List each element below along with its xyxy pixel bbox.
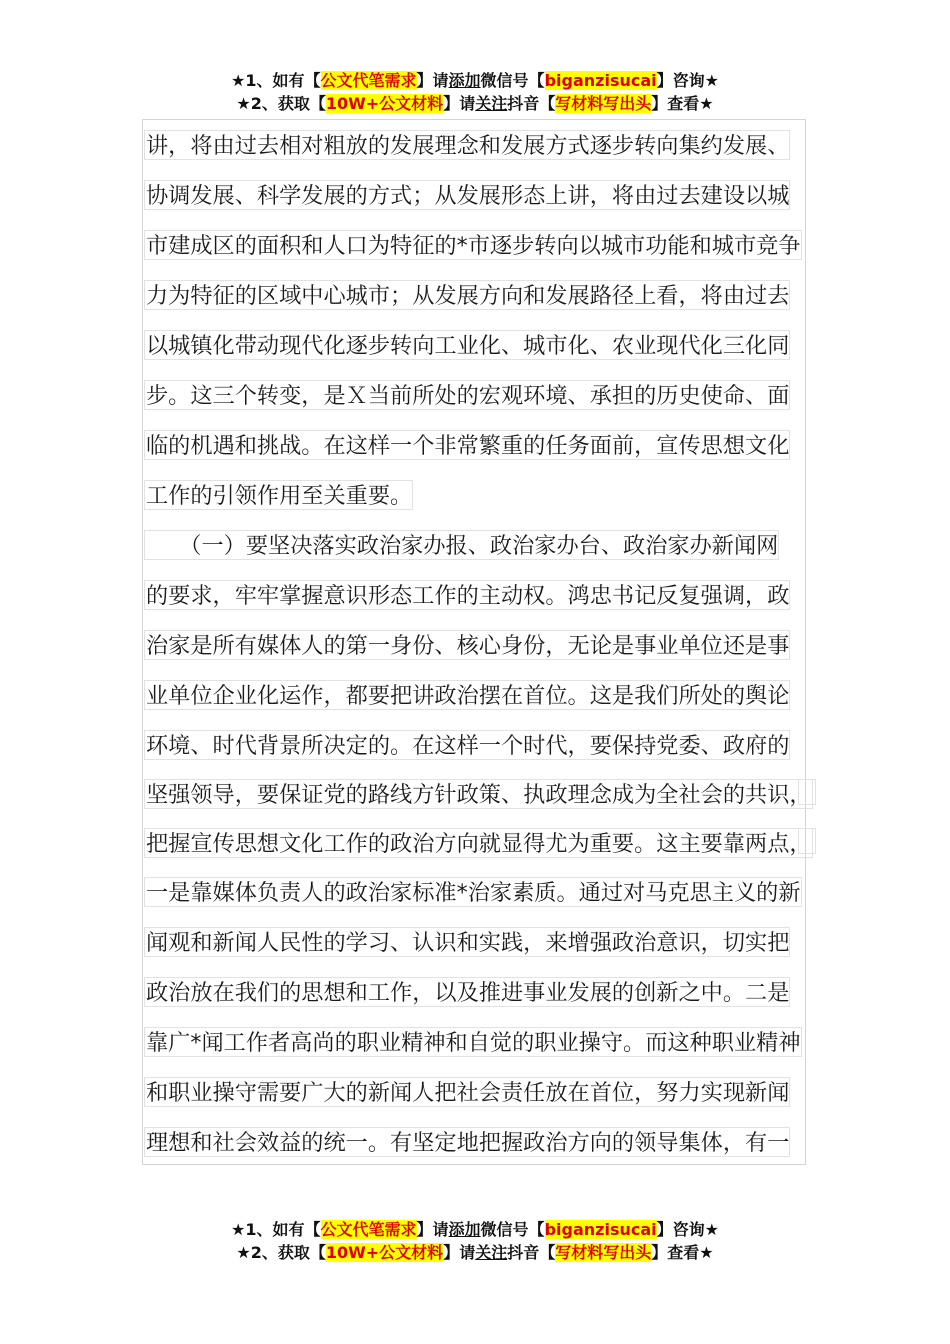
text-line: 工作的引领作用至关重要。	[144, 480, 413, 510]
text-line: 靠广*闻工作者高尚的职业精神和自觉的职业操守。而这种职业精神	[144, 1027, 802, 1057]
promo-line-2	[0, 1241, 950, 1264]
promo-text: ★2、获取【	[236, 94, 326, 113]
promo-text: 抖音【	[507, 1243, 556, 1262]
promo-underline: 添加	[448, 71, 481, 90]
promo-text: 】查看★	[651, 94, 714, 113]
promo-highlight: 10W+公文材料	[325, 1243, 444, 1262]
promo-text: 】咨询★	[656, 1220, 719, 1239]
promo-underline: 添加	[448, 1220, 481, 1239]
text-line: 市建成区的面积和人口为特征的*市逐步转向以城市功能和城市竞争	[144, 230, 802, 260]
text-line: 理想和社会效益的统一。有坚定地把握政治方向的领导集体，有一	[144, 1127, 790, 1157]
promo-text: ★2、获取【	[236, 1243, 326, 1262]
promo-text: 】请	[416, 1220, 449, 1239]
promo-text: 抖音【	[507, 94, 556, 113]
promo-banner-top	[0, 69, 950, 115]
promo-douyin-name: 写材料写出头	[555, 1243, 652, 1262]
text-line: 一是靠媒体负责人的政治家标准*治家素质。通过对马克思主义的新	[144, 877, 802, 907]
promo-underline: 关注	[475, 1243, 508, 1262]
text-line: 力为特征的区域中心城市；从发展方向和发展路径上看，将由过去	[144, 280, 790, 310]
promo-line-1	[0, 69, 950, 92]
promo-text: 】请	[416, 71, 449, 90]
text-line: 环境、时代背景所决定的。在这样一个时代，要保持党委、政府的	[144, 730, 790, 760]
promo-text: 微信号【	[480, 71, 545, 90]
promo-highlight: 10W+公文材料	[325, 94, 444, 113]
promo-line-1	[0, 1218, 950, 1241]
promo-text: 】请	[443, 1243, 476, 1262]
margin-marker	[798, 779, 816, 805]
text-line: 临的机遇和挑战。在这样一个非常繁重的任务面前，宣传思想文化	[144, 430, 790, 460]
promo-wechat-id: biganzisucai	[544, 1220, 657, 1239]
text-line: 政治放在我们的思想和工作，以及推进事业发展的创新之中。二是	[144, 977, 790, 1007]
promo-line-2	[0, 92, 950, 115]
text-line: 业单位企业化运作，都要把讲政治摆在首位。这是我们所处的舆论	[144, 680, 790, 710]
margin-marker	[798, 828, 816, 854]
text-line: 和职业操守需要广大的新闻人把社会责任放在首位，努力实现新闻	[144, 1077, 790, 1107]
text-line: 坚强领导，要保证党的路线方针政策、执政理念成为全社会的共识，	[144, 779, 813, 809]
text-line: 以城镇化带动现代化逐步转向工业化、城市化、农业现代化三化同	[144, 330, 790, 360]
promo-text: 微信号【	[480, 1220, 545, 1239]
text-line: 治家是所有媒体人的第一身份、核心身份，无论是事业单位还是事	[144, 630, 790, 660]
text-line: 讲，将由过去相对粗放的发展理念和发展方式逐步转向集约发展、	[144, 130, 790, 160]
promo-text: 】请	[443, 94, 476, 113]
text-line: 把握宣传思想文化工作的政治方向就显得尤为重要。这主要靠两点，	[144, 828, 813, 858]
text-line: 协调发展、科学发展的方式；从发展形态上讲，将由过去建设以城	[144, 180, 790, 210]
promo-text: ★1、如有【	[231, 1220, 321, 1239]
text-line: 步。这三个转变，是Ｘ当前所处的宏观环境、承担的历史使命、面	[144, 380, 790, 410]
promo-text: ★1、如有【	[231, 71, 321, 90]
promo-underline: 关注	[475, 94, 508, 113]
promo-text: 】查看★	[651, 1243, 714, 1262]
promo-douyin-name: 写材料写出头	[555, 94, 652, 113]
text-line: 闻观和新闻人民性的学习、认识和实践，来增强政治意识，切实把	[144, 927, 790, 957]
promo-banner-bottom	[0, 1218, 950, 1264]
paragraph-heading-line: （一）要坚决落实政治家办报、政治家办台、政治家办新闻网	[144, 530, 779, 560]
promo-highlight: 公文代笔需求	[320, 71, 417, 90]
text-line: 的要求，牢牢掌握意识形态工作的主动权。鸿忠书记反复强调，政	[144, 580, 790, 610]
promo-wechat-id: biganzisucai	[544, 71, 657, 90]
promo-text: 】咨询★	[656, 71, 719, 90]
promo-highlight: 公文代笔需求	[320, 1220, 417, 1239]
